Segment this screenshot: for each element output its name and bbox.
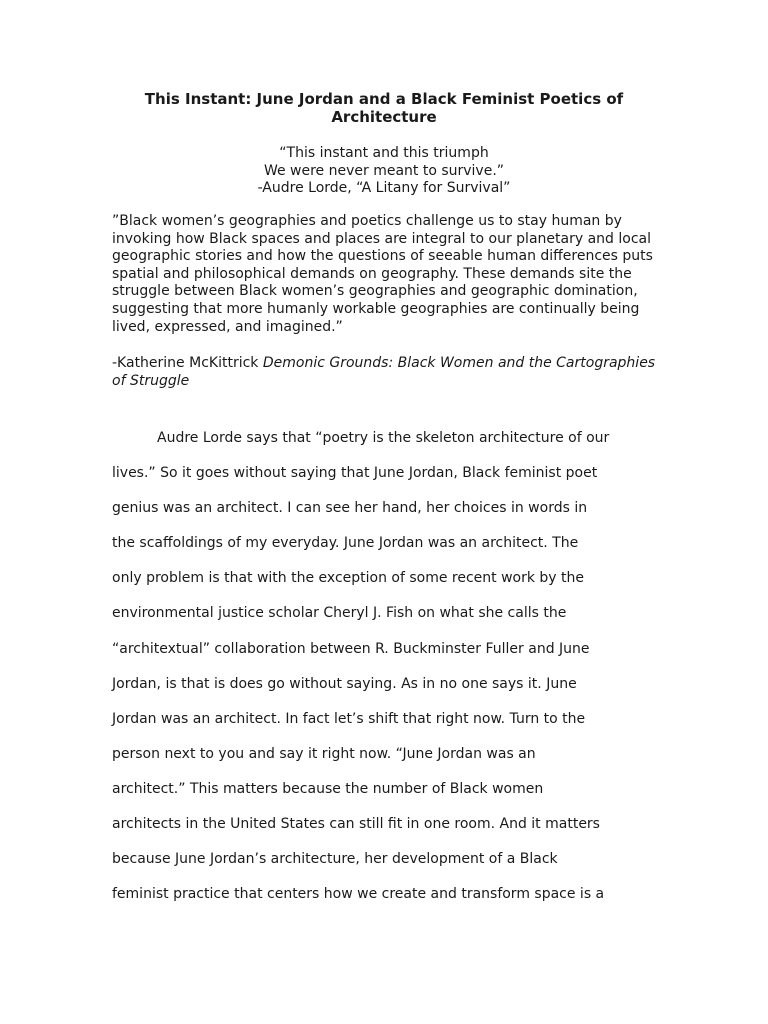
title-line-1: This Instant: June Jordan and a Black Feminist Poetics of bbox=[144, 90, 624, 108]
attribution-work-title: Demonic Grounds: Black Women and the Cartographies of Struggle bbox=[112, 355, 656, 389]
body-line: architect.” This matters because the number of Black women bbox=[112, 780, 544, 797]
body-line: feminist practice that centers how we create and transform space is a bbox=[112, 886, 605, 903]
body-line: Jordan, is that is does go without saying. As in no one says it. June bbox=[112, 675, 577, 692]
body-line: person next to you and say it right now. “June Jordan was an bbox=[112, 745, 536, 762]
block-quote: ”Black women’s geographies and poetics challenge us to stay human by invoking how Black spaces and places are integral to our planetary and local geographic stories and how the questions of seeable human differences puts spatial and philosophical demands on geography. These demands site the struggle between Black women’s geographies and geographic domination, suggesting that more humanly workable geographies are continually being lived, expressed, and imagined.” bbox=[112, 213, 653, 335]
body-line: genius was an architect. I can see her hand, her choices in words in bbox=[112, 500, 588, 517]
body-line: only problem is that with the exception of some recent work by the bbox=[112, 570, 585, 587]
document-title bbox=[112, 90, 656, 126]
epigraph-line-1: “This instant and this triumph bbox=[279, 145, 489, 161]
body-line: Jordan was an architect. In fact let’s shift that right now. Turn to the bbox=[112, 710, 586, 727]
body-line: because June Jordan’s architecture, her development of a Black bbox=[112, 851, 558, 868]
body-paragraph bbox=[112, 421, 658, 912]
attribution-author: -Katherine McKittrick bbox=[112, 355, 263, 371]
quote-attribution bbox=[112, 354, 656, 390]
body-line: architects in the United States can still fit in one room. And it matters bbox=[112, 816, 600, 833]
epigraph-line-2: We were never meant to survive.” bbox=[263, 162, 505, 179]
title-line-2: Architecture bbox=[331, 108, 437, 126]
epigraph bbox=[112, 145, 656, 198]
body-line: lives.” So it goes without saying that June Jordan, Black feminist poet bbox=[112, 465, 598, 482]
epigraph-attribution: -Audre Lorde, “A Litany for Survival” bbox=[257, 180, 511, 196]
body-line: Audre Lorde says that “poetry is the skeleton architecture of our bbox=[157, 430, 610, 446]
body-line: the scaffoldings of my everyday. June Jordan was an architect. The bbox=[112, 535, 579, 552]
body-line: environmental justice scholar Cheryl J. Fish on what she calls the bbox=[112, 605, 567, 622]
body-line: “architextual” collaboration between R. Buckminster Fuller and June bbox=[112, 640, 590, 657]
